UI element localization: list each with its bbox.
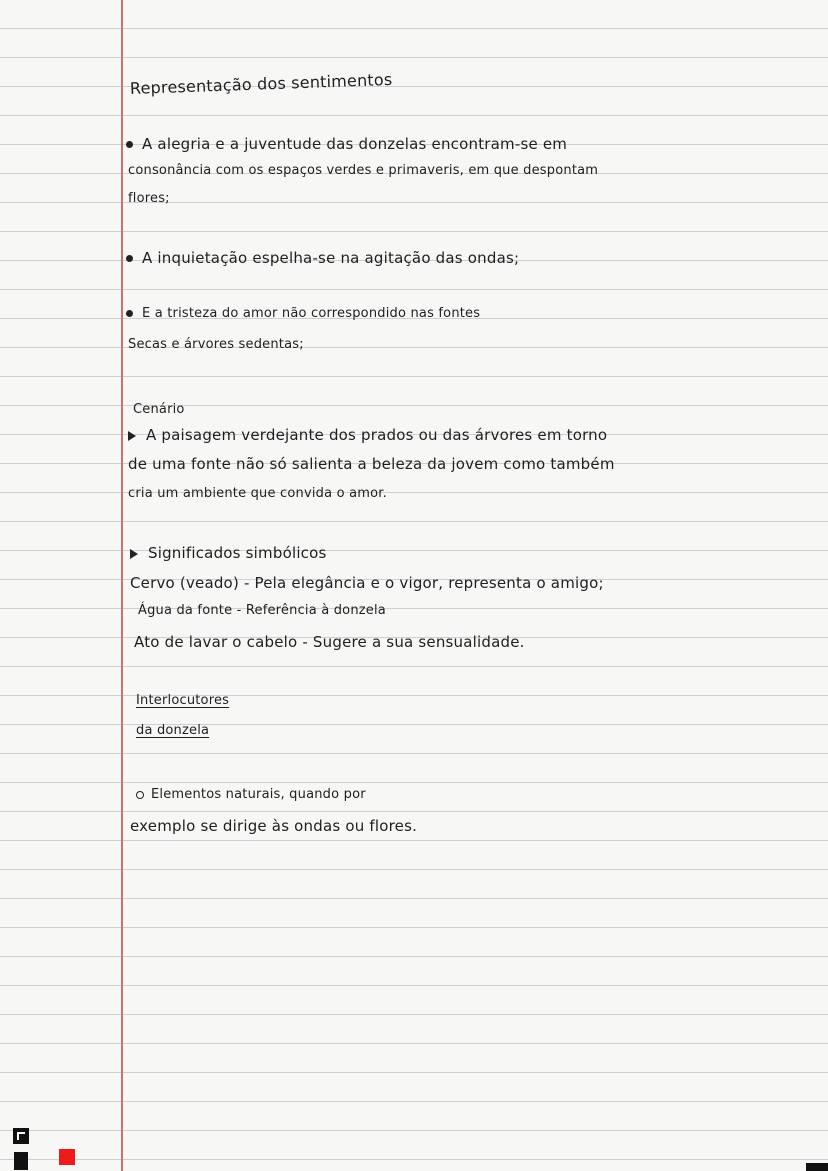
paragraph-line-1: A alegria e a juventude das donzelas encontram-se em: [126, 136, 567, 153]
paragraph-line-18: exemplo se dirige às ondas ou flores.: [130, 817, 418, 835]
page-title: Representação dos sentimentos: [129, 69, 393, 98]
paragraph-line-13: Água da fonte - Referência à donzela: [138, 603, 386, 618]
section-heading-significados: Significados simbólicos: [130, 545, 327, 562]
bullet-icon: [126, 255, 133, 262]
paragraph-line-3: flores;: [128, 191, 170, 206]
paragraph-line-2: consonância com os espaços verdes e primaveris, em que despontam: [128, 163, 599, 178]
bullet-icon: [126, 310, 133, 317]
logo-bar-icon: [14, 1152, 28, 1170]
corner-edge: [806, 1163, 828, 1171]
paragraph-line-14: Ato de lavar o cabelo - Sugere a sua sensualidade.: [134, 633, 525, 651]
paragraph-line-17: Elementos naturais, quando por: [136, 788, 366, 802]
section-heading-interlocutores: Interlocutores: [136, 693, 230, 708]
paragraph-line-10: cria um ambiente que convida o amor.: [128, 486, 387, 501]
paragraph-line-4: A inquietação espelha-se na agitação das ondas;: [126, 250, 519, 267]
logo-icon: [13, 1128, 29, 1144]
arrow-bullet-icon: [128, 431, 136, 441]
section-heading-cenario: Cenário: [133, 402, 185, 417]
paragraph-line-12: Cervo (veado) - Pela elegância e o vigor, representa o amigo;: [130, 574, 604, 592]
paragraph-line-9: de uma fonte não só salienta a beleza da jovem como também: [128, 455, 615, 473]
paragraph-line-6: Secas e árvores sedentas;: [128, 337, 304, 352]
bullet-icon: [126, 141, 133, 148]
section-heading-donzela: da donzela: [136, 723, 210, 738]
paragraph-line-5: E a tristeza do amor não correspondido nas fontes: [126, 307, 480, 321]
circle-bullet-icon: [136, 791, 144, 799]
paragraph-line-8: A paisagem verdejante dos prados ou das árvores em torno: [128, 427, 607, 444]
arrow-bullet-icon: [130, 549, 138, 559]
red-square-icon: [59, 1149, 75, 1165]
